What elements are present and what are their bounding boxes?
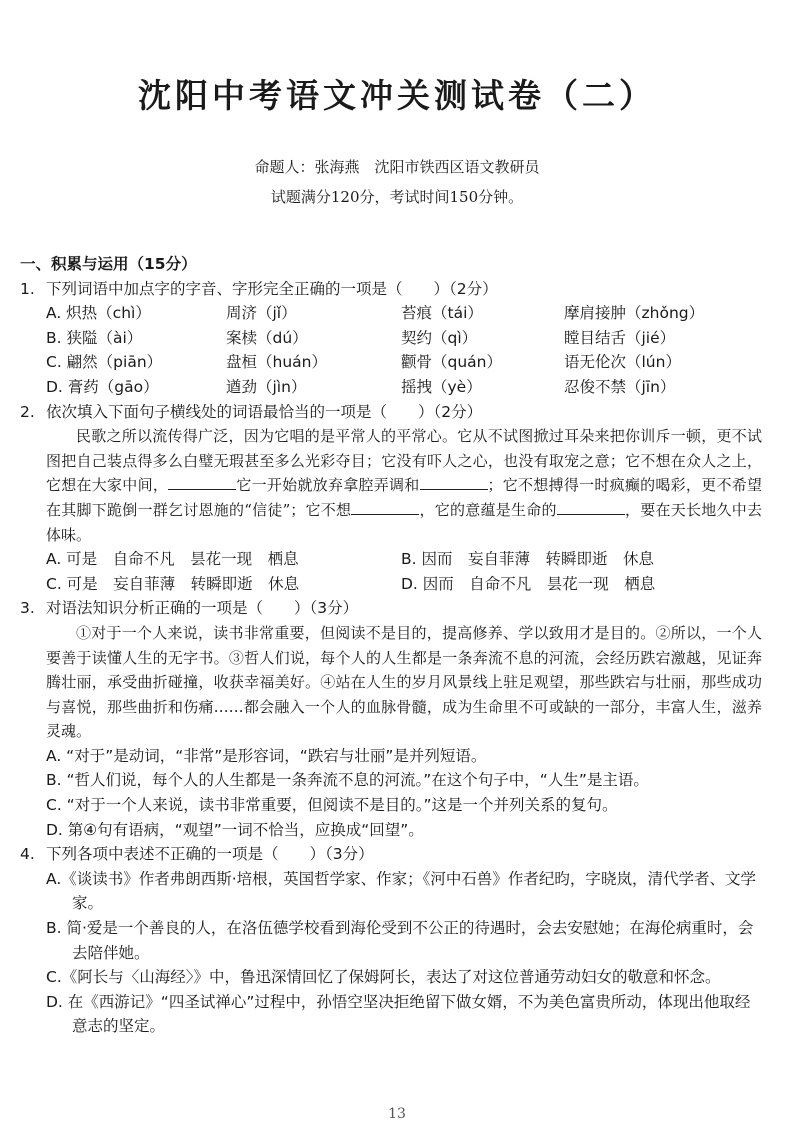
option-cell: 苔痕（tái） — [401, 304, 483, 323]
passage-text: 它一开始就放弃拿腔弄调和 — [236, 476, 420, 495]
fill-blank[interactable] — [557, 499, 625, 515]
question-1 — [20, 277, 762, 400]
option-a: A.《谈读书》作者弗朗西斯·培根，英国哲学家、作家；《河中石兽》作者纪昀，字晓岚，清代学者、文学家。 — [46, 869, 756, 913]
author-line: 命题人：张海燕 沈阳市铁西区语文教研员 — [254, 158, 540, 176]
option-cell: A. 炽热（chì） — [46, 304, 151, 323]
question-4 — [20, 842, 762, 1039]
option-cell: 案椟（dú） — [226, 328, 308, 347]
fill-blank[interactable] — [351, 499, 419, 515]
option-c: C.《阿长与〈山海经〉》中，鲁迅深情回忆了保姆阿长，表达了对这位普通劳动妇女的敬意和怀念。 — [46, 968, 721, 987]
section-title: 一、积累与运用（15分） — [20, 255, 197, 273]
question-1-stem — [20, 277, 762, 302]
option-cell: C. 翩然（piān） — [46, 353, 163, 372]
question-number: 4. — [20, 845, 35, 864]
question-2-stem — [20, 400, 762, 425]
exam-body — [20, 252, 762, 1039]
option-cell: 忍俊不禁（jīn） — [564, 377, 676, 396]
question-1-options — [20, 301, 762, 399]
question-3 — [20, 596, 762, 842]
option-b: B. 因而 妄自菲薄 转瞬即逝 休息 — [401, 550, 654, 569]
option-d: D. 因而 自命不凡 昙花一现 栖息 — [401, 574, 656, 593]
exam-title: 沈阳中考语文冲关测试卷（二） — [138, 76, 656, 115]
question-4-stem — [20, 842, 762, 867]
passage-text: ，它的意蕴是生命的 — [419, 500, 557, 519]
option-a: A. 可是 自命不凡 昙花一现 栖息 — [46, 550, 299, 569]
option-cell: 周济（jǐ） — [226, 304, 297, 323]
option-cell: 颧骨（quán） — [401, 353, 502, 372]
question-stem: 下列词语中加点字的字音、字形完全正确的一项是（ ）（2分） — [46, 279, 498, 298]
question-number: 1. — [20, 279, 35, 298]
option-cell: 摇拽（yè） — [401, 377, 482, 396]
option-d: D. 在《西游记》“四圣试禅心”过程中，孙悟空坚决拒绝留下做女婿，不为美色富贵所动，体现出他取经意志的坚定。 — [46, 992, 751, 1036]
passage-text: 民歌之所以流传得广泛，因为它唱的是平常人的平常心。它从不试图掀过耳朵来把你训斥一顿，更不试图把自己装点得多么白璧无瑕甚至多么光彩夺目；它没有吓人之心，也没有取宠之意；它不想在众人之上，它想在大家中间， — [46, 427, 762, 495]
option-cell: 遒劲（jìn） — [226, 377, 307, 396]
option-cell: D. 膏药（gāo） — [46, 377, 159, 396]
option-cell: 摩肩接肿（zhǒng） — [564, 304, 705, 323]
option-c: C. “对于一个人来说，读书非常重要，但阅读不是目的。”这是一个并列关系的复句。 — [46, 796, 618, 815]
option-cell: 盘桓（huán） — [226, 353, 327, 372]
question-3-passage: ①对于一个人来说，读书非常重要，但阅读不是目的，提高修养、学以致用才是目的。②所以，一个人要善于读懂人生的无字书。③哲人们说，每个人的人生都是一条奔流不息的河流，会经历跌宕激越，见证奔腾壮丽，承受曲折碰撞，收获幸福美好。④站在人生的岁月风景线上驻足观望，那些跌宕与壮丽，那些成功与喜悦，那些曲折和伤痛……都会融入一个人的血脉骨髓，成为生命里不可或缺的一部分，丰富人生，滋养灵魂。 — [46, 623, 762, 741]
question-number: 2. — [20, 402, 35, 421]
passage-text: ，要在天长地久中去体味。 — [46, 500, 762, 544]
exam-info: 试题满分120分，考试时间150分钟。 — [270, 188, 524, 206]
option-c: C. 可是 妄自菲薄 转瞬即逝 休息 — [46, 574, 300, 593]
option-cell: 语无伦次（lún） — [564, 353, 681, 372]
fill-blank[interactable] — [168, 474, 236, 490]
option-cell: 瞠目结舌（jié） — [564, 328, 676, 347]
question-stem: 下列各项中表述不正确的一项是（ ）（3分） — [46, 845, 374, 864]
question-2 — [20, 400, 762, 597]
option-b: B. 简·爱是一个善良的人，在洛伍德学校看到海伦受到不公正的待遇时，会去安慰她；在海伦病重时，会去陪伴她。 — [46, 919, 754, 962]
question-3-stem — [20, 596, 762, 621]
fill-blank[interactable] — [420, 474, 488, 490]
option-a: A. “对于”是动词，“非常”是形容词，“跌宕与壮丽”是并列短语。 — [46, 746, 487, 765]
option-d: D. 第④句有语病，“观望”一词不恰当，应换成“回望”。 — [46, 820, 424, 839]
option-cell: 契约（qì） — [401, 328, 478, 347]
option-b: B. “哲人们说，每个人的人生都是一条奔流不息的河流。”在这个句子中，“人生”是主语。 — [46, 771, 649, 790]
page-number: 13 — [388, 1106, 406, 1122]
question-2-options — [20, 547, 762, 596]
question-2-passage — [20, 424, 762, 547]
question-stem: 对语法知识分析正确的一项是（ ）（3分） — [46, 599, 359, 618]
option-cell: B. 狭隘（ài） — [46, 328, 143, 347]
question-number: 3. — [20, 599, 35, 618]
question-stem: 依次填入下面句子横线处的词语最恰当的一项是（ ）（2分） — [46, 402, 483, 421]
passage-text: ；它不想搏得一时疯癫的喝彩，更不希望在其脚下跪倒一群乞讨恩施的“信徒”；它不想 — [46, 476, 762, 519]
